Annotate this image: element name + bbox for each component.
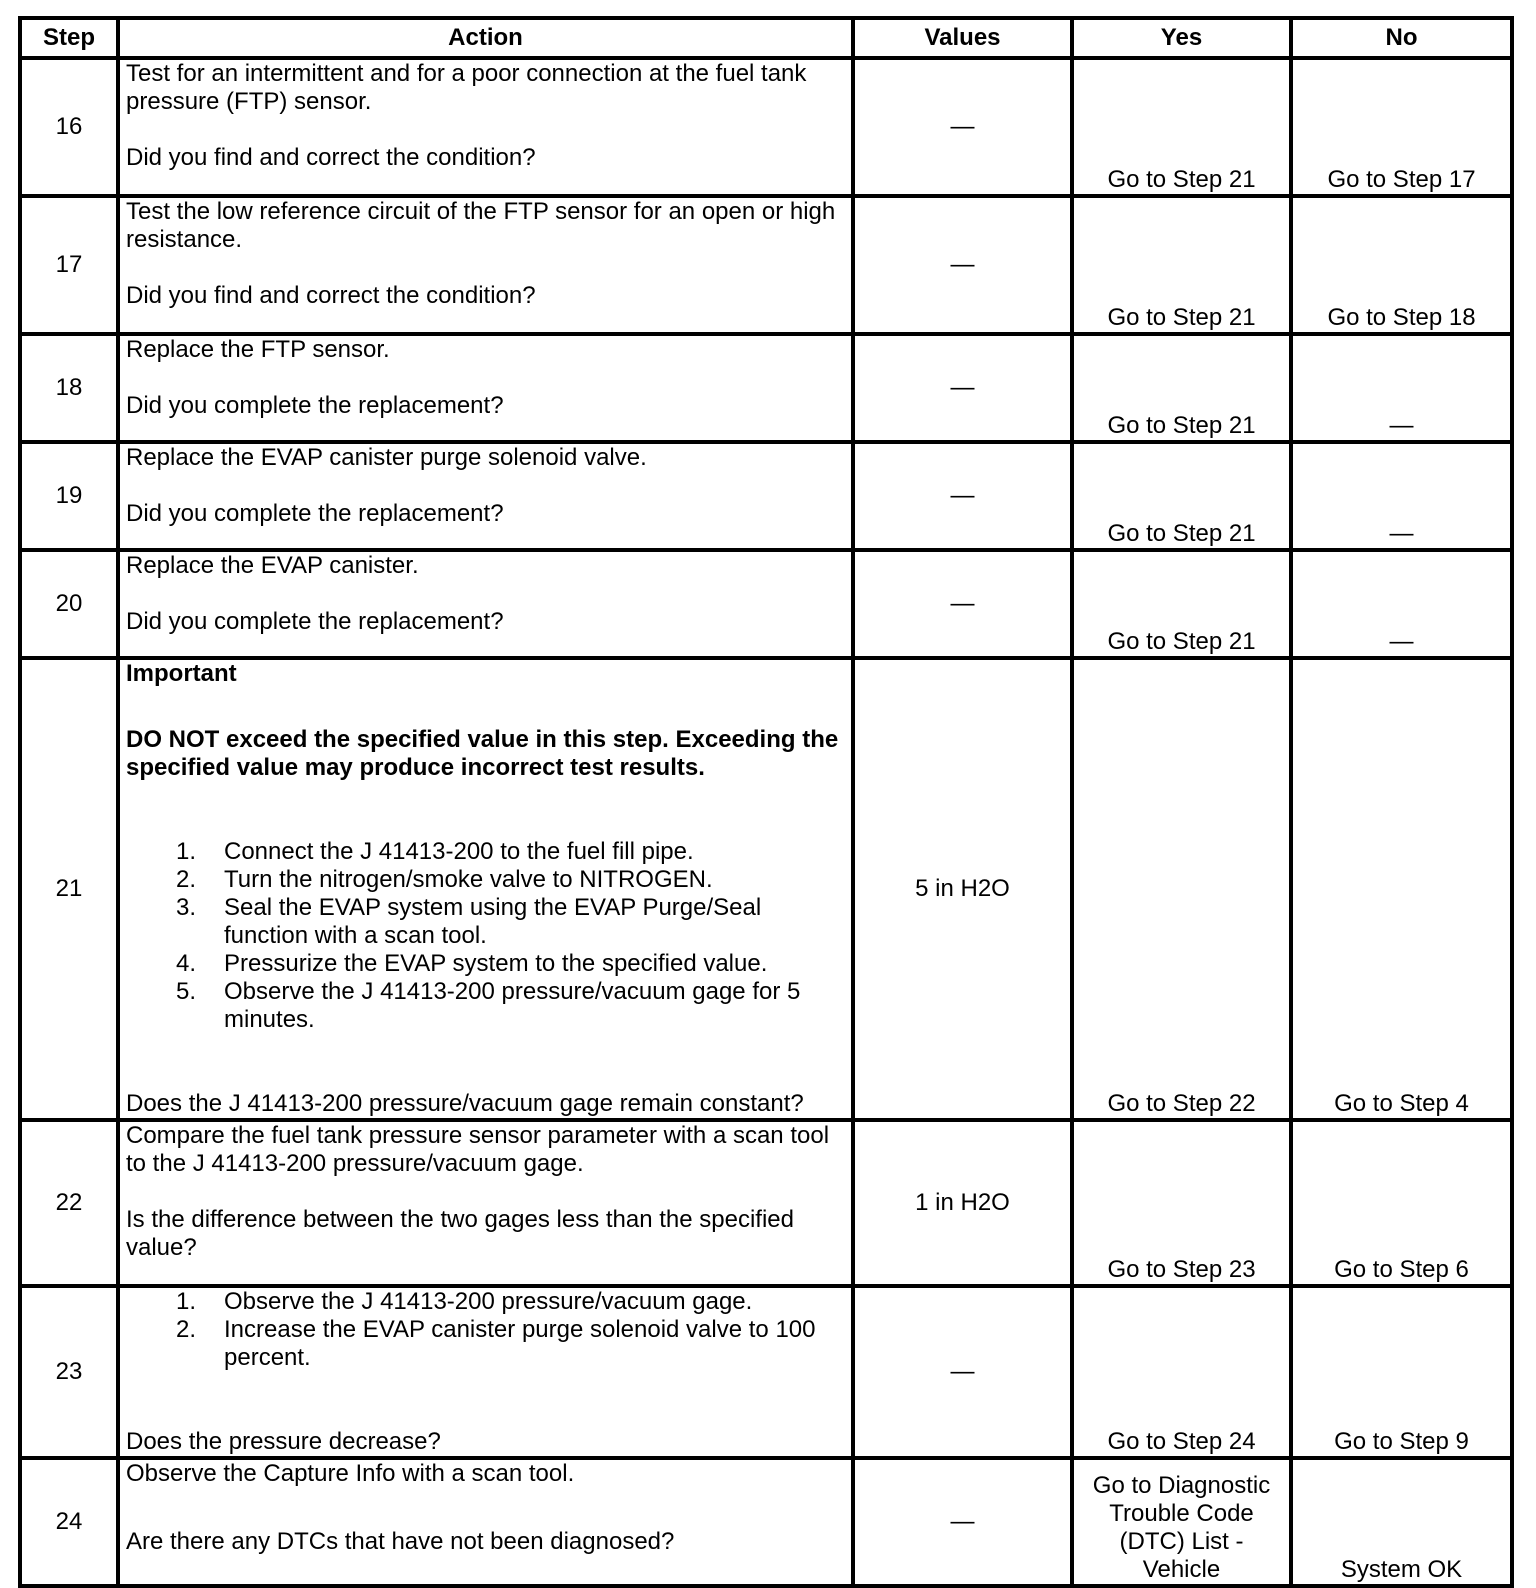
action-cell	[118, 550, 853, 658]
substep-number: 5.	[176, 978, 197, 1005]
substep-text: Seal the EVAP system using the EVAP Purge/Seal function with a scan tool.	[224, 894, 762, 949]
table-row	[20, 1458, 1512, 1586]
action-cell	[118, 196, 853, 334]
substep-number: 2.	[176, 866, 197, 893]
table-row	[20, 658, 1512, 1120]
substep-text: Connect the J 41413-200 to the fuel fill pipe.	[224, 838, 694, 865]
substep-number: 1.	[176, 838, 197, 865]
table-row	[20, 550, 1512, 658]
substep-text: Observe the J 41413-200 pressure/vacuum gage.	[224, 1288, 753, 1315]
step-number: 18	[20, 334, 118, 442]
action-question: Did you complete the replacement?	[126, 608, 504, 635]
list-item	[126, 978, 845, 1034]
step-number: 17	[20, 196, 118, 334]
substep-list	[126, 838, 845, 1034]
header-row	[20, 18, 1512, 58]
step-number: 22	[20, 1120, 118, 1286]
table-row	[20, 442, 1512, 550]
table-row	[20, 58, 1512, 196]
yes-cell: Go to Step 21	[1072, 550, 1291, 658]
step-number: 16	[20, 58, 118, 196]
substep-number: 2.	[176, 1316, 197, 1343]
substep-number: 1.	[176, 1288, 197, 1315]
action-cell	[118, 1458, 853, 1586]
table-row	[20, 196, 1512, 334]
substep-text: Observe the J 41413-200 pressure/vacuum gage for 5 minutes.	[224, 978, 801, 1033]
action-text: Test the low reference circuit of the FTP sensor for an open or high resistance.	[126, 198, 836, 253]
value-cell: —	[853, 550, 1072, 658]
no-cell: Go to Step 6	[1291, 1120, 1512, 1286]
action-cell	[118, 1120, 853, 1286]
list-item	[126, 894, 845, 950]
table-row	[20, 334, 1512, 442]
step-number: 21	[20, 658, 118, 1120]
value-cell: —	[853, 442, 1072, 550]
substep-list	[126, 1288, 845, 1372]
action-question: Did you complete the replacement?	[126, 392, 504, 419]
list-item	[126, 838, 845, 866]
action-text: Replace the EVAP canister.	[126, 552, 419, 579]
action-question: Does the J 41413-200 pressure/vacuum gage remain constant?	[126, 1090, 804, 1117]
list-item	[126, 950, 845, 978]
step-number: 20	[20, 550, 118, 658]
yes-cell: Go to Diagnostic Trouble Code (DTC) List - Vehicle	[1072, 1458, 1291, 1586]
list-item	[126, 1316, 845, 1372]
value-cell: 5 in H2O	[853, 658, 1072, 1120]
action-cell	[118, 1286, 853, 1458]
action-question: Does the pressure decrease?	[126, 1428, 441, 1455]
substep-text: Pressurize the EVAP system to the specified value.	[224, 950, 768, 977]
no-cell: Go to Step 17	[1291, 58, 1512, 196]
action-cell	[118, 58, 853, 196]
substep-text: Increase the EVAP canister purge solenoid valve to 100 percent.	[224, 1316, 816, 1371]
action-question: Are there any DTCs that have not been diagnosed?	[126, 1528, 675, 1555]
step-number: 19	[20, 442, 118, 550]
value-cell: —	[853, 1458, 1072, 1586]
action-question: Did you find and correct the condition?	[126, 144, 536, 171]
substep-number: 4.	[176, 950, 197, 977]
no-cell: System OK	[1291, 1458, 1512, 1586]
table-row	[20, 1286, 1512, 1458]
action-cell	[118, 442, 853, 550]
header-action: Action	[118, 18, 853, 58]
list-item	[126, 1288, 845, 1316]
important-label: Important	[126, 660, 237, 687]
substep-number: 3.	[176, 894, 197, 921]
substep-text: Turn the nitrogen/smoke valve to NITROGEN.	[224, 866, 713, 893]
action-text: Observe the Capture Info with a scan tool.	[126, 1460, 575, 1487]
action-text: Replace the FTP sensor.	[126, 336, 390, 363]
yes-cell: Go to Step 22	[1072, 658, 1291, 1120]
table-row	[20, 1120, 1512, 1286]
no-cell: Go to Step 18	[1291, 196, 1512, 334]
yes-cell: Go to Step 21	[1072, 196, 1291, 334]
no-cell: —	[1291, 334, 1512, 442]
yes-cell: Go to Step 21	[1072, 442, 1291, 550]
no-cell: —	[1291, 442, 1512, 550]
header-yes: Yes	[1072, 18, 1291, 58]
action-text: Replace the EVAP canister purge solenoid valve.	[126, 444, 647, 471]
value-cell: —	[853, 58, 1072, 196]
action-question: Is the difference between the two gages less than the specified value?	[126, 1206, 794, 1261]
no-cell: Go to Step 9	[1291, 1286, 1512, 1458]
value-cell: 1 in H2O	[853, 1120, 1072, 1286]
step-number: 24	[20, 1458, 118, 1586]
action-text: Test for an intermittent and for a poor connection at the fuel tank pressure (FTP) sensor.	[126, 60, 807, 115]
diagnostic-table	[18, 16, 1514, 1588]
no-cell: —	[1291, 550, 1512, 658]
yes-cell: Go to Step 24	[1072, 1286, 1291, 1458]
yes-cell: Go to Step 21	[1072, 334, 1291, 442]
header-step: Step	[20, 18, 118, 58]
yes-cell: Go to Step 23	[1072, 1120, 1291, 1286]
list-item	[126, 866, 845, 894]
no-cell: Go to Step 4	[1291, 658, 1512, 1120]
header-values: Values	[853, 18, 1072, 58]
yes-cell: Go to Step 21	[1072, 58, 1291, 196]
header-no: No	[1291, 18, 1512, 58]
value-cell: —	[853, 1286, 1072, 1458]
action-question: Did you find and correct the condition?	[126, 282, 536, 309]
step-number: 23	[20, 1286, 118, 1458]
action-text: Compare the fuel tank pressure sensor parameter with a scan tool to the J 41413-200 pressure/vacuum gage.	[126, 1122, 830, 1177]
action-cell	[118, 334, 853, 442]
action-cell	[118, 658, 853, 1120]
value-cell: —	[853, 334, 1072, 442]
warning-text: DO NOT exceed the specified value in this step. Exceeding the specified value may produce incorrect test results.	[126, 726, 839, 781]
action-question: Did you complete the replacement?	[126, 500, 504, 527]
value-cell: —	[853, 196, 1072, 334]
